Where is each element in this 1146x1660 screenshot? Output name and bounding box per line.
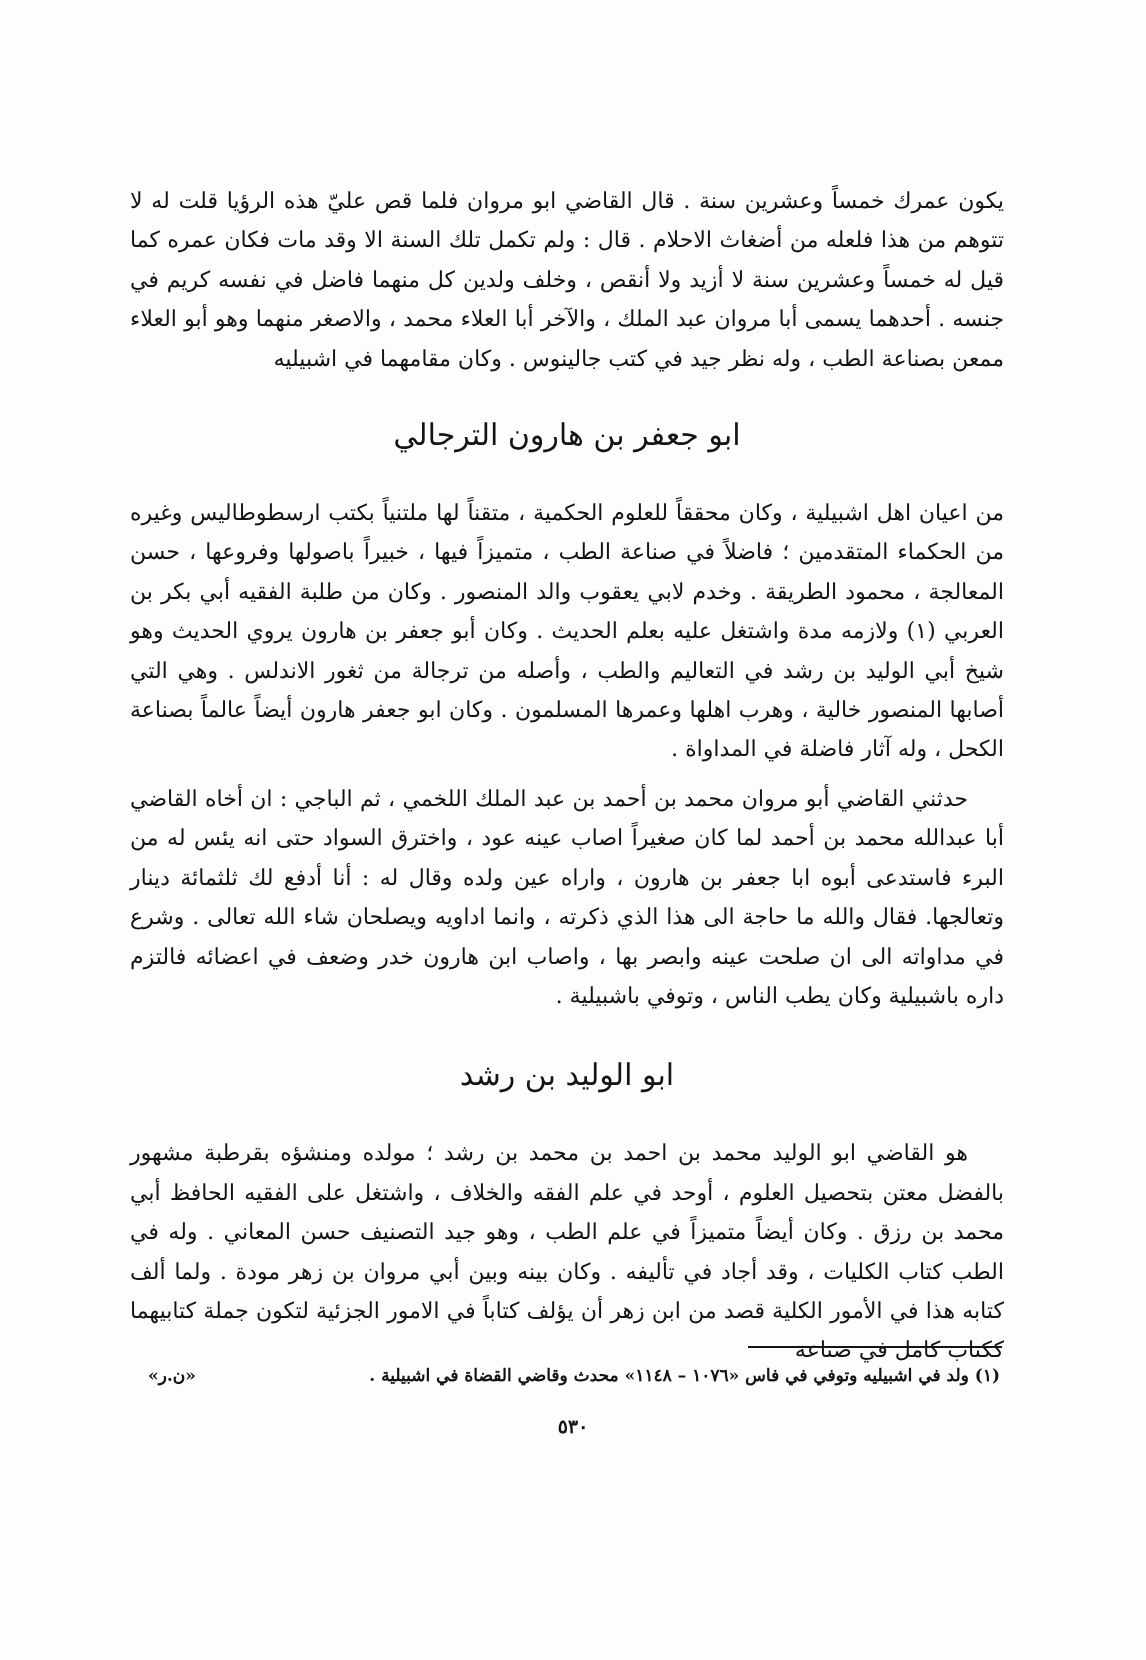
footnote-divider [748, 1346, 1002, 1348]
section-heading-ibn-rushd: ابو الوليد بن رشد [459, 1058, 675, 1094]
footnote-signature: «ن.ر» [148, 1366, 196, 1386]
biography-paragraph: من اعيان اهل اشبيلية ، وكان محققاً للعلوم الحكمية ، متقناً لها ملتنياً بكتب ارسطوطاليس وغيره من الحكماء المتقدمين ؛ فاضلاً في صناعة الطب ، متميزاً فيها ، خبيراً باصولها وفروعها ، حسن المعالجة ، محمود الطريقة . وخدم لابي يعقوب والد المنصور . وكان من طلبة الفقيه أبي بكر بن العربي (١) ولازمه مدة واشتغل عليه بعلم الحديث . وكان أبو جعفر بن هارون يروي الحديث وهو شيخ أبي الوليد بن رشد في التعاليم والطب ، وأصله من ترجالة من ثغور الاندلس . وهي التي أصابها المنصور خالية ، وهرب اهلها وعمرها المسلمون . وكان ابو جعفر هارون أيضاً عالماً بصناعة الكحل ، وله آثار فاضلة في المداواة . [130, 501, 1005, 763]
anecdote-paragraph: حدثني القاضي أبو مروان محمد بن أحمد بن عبد الملك اللخمي ، ثم الباجي : ان أخاه القاضي أبا عبدالله محمد بن أحمد لما كان صغيراً اصاب عينه عود ، واخترق السواد حتى انه يئس له من البرء فاستدعى أبوه ابا جعفر بن هارون ، واراه عين ولده وقال له : أنا أدفع لك ثلثمائة دينار وتعالجها. فقال والله ما حاجة الى هذا الذي ذكرته ، وانما اداويه ويصلحان شاء الله تعالى . وشرع في مداواته الى ان صلحت عينه وابصر بها ، واصاب ابن هارون خدر وضعف في اعضائه فالتزم داره باشبيلية وكان يطب الناس ، وتوفي باشبيلية . [130, 786, 1004, 1009]
footnote [148, 1360, 1000, 1392]
continuation-paragraph: يكون عمرك خمساً وعشرين سنة . قال القاضي ابو مروان فلما قص عليّ هذه الرؤيا قلت له لا تتوهم من هذا فلعله من أضغاث الاحلام . قال : ولم تكمل تلك السنة الا وقد مات فكان عمره كما قيل له خمساً وعشرين سنة لا أزيد ولا أنقص ، وخلف ولدين كل منهما فاضل في نفسه كريم في جنسه . أحدهما يسمى أبا مروان عبد الملك ، والآخر أبا العلاء محمد ، والاصغر منهما وهو أبو العلاء ممعن بصناعة الطب ، وله نظر جيد في كتب جالينوس . وكان مقامهما في اشبيليه [130, 189, 1004, 372]
page-number: ٥٣٠ [557, 1416, 589, 1438]
footnote-text: (١) ولد في اشبيليه وتوفي في فاس «١٠٧٦ – ١١٤٨» محدث وقاضي القضاة في اشبيلية . [369, 1366, 1000, 1386]
section-heading-abu-jafar: ابو جعفر بن هارون الترجالي [393, 418, 741, 454]
biography-paragraph: هو القاضي ابو الوليد محمد بن احمد بن محمد بن رشد ؛ مولده ومنشؤه بقرطبة مشهور بالفضل معتن بتحصيل العلوم ، أوحد في علم الفقه والخلاف ، واشتغل على الفقيه الحافظ أبي محمد بن رزق . وكان أيضاً متميزاً في علم الطب ، وهو جيد التصنيف حسن المعاني . وله في الطب كتاب الكليات ، وقد أجاد في تأليفه . وكان بينه وبين أبي مروان بن زهر مودة . ولما ألف كتابه هذا في الأمور الكلية قصد من ابن زهر أن يؤلف كتاباً في الامور الجزئية لتكون جملة كتابيهما ككتاب كامل في صناعة [130, 1141, 1004, 1364]
main-text-block [130, 182, 1004, 1371]
